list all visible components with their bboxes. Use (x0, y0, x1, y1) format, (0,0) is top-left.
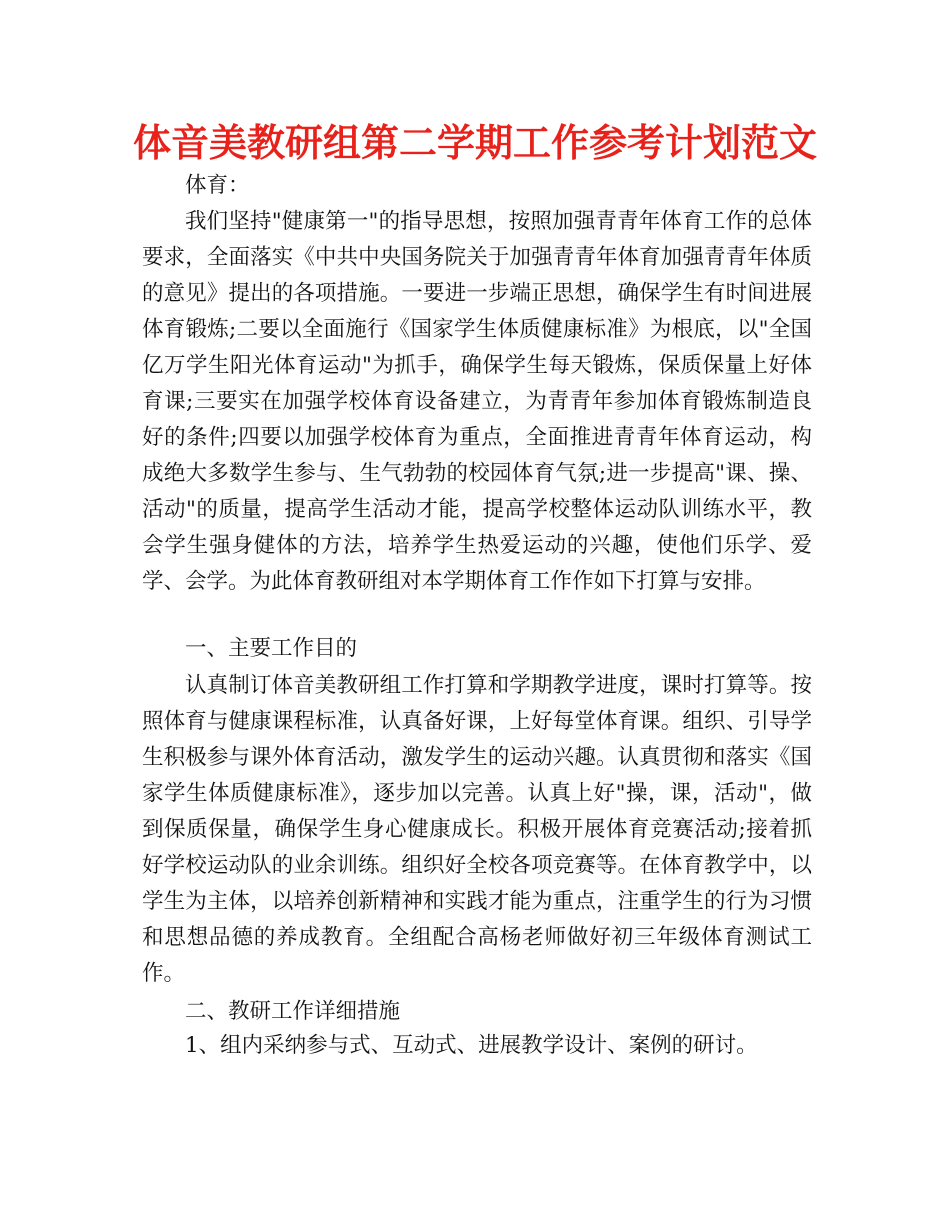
intro-paragraph-container (142, 204, 812, 600)
paragraph-one-container (142, 668, 812, 992)
item-one-container (142, 1028, 812, 1064)
main-goals-paragraph: 认真制订体音美教研组工作打算和学期教学进度，课时打算等。按照体育与健康课程标准，认真备好课，上好每堂体育课。组织、引导学生积极参与课外体育活动，激发学生的运动兴趣。认真贯彻和落实《国家学生体质健康标准》，逐步加以完善。认真上好"操，课，活动"，做到保质保量，确保学生身心健康成长。积极开展体育竞赛活动;接着抓好学校运动队的业余训练。组织好全校各项竞赛等。在体育教学中，以学生为主体，以培养创新精神和实践才能为重点，注重学生的行为习惯和思想品德的养成教育。全组配合高杨老师做好初三年级体育测试工作。 (142, 673, 812, 986)
heading-one-container (142, 631, 812, 667)
heading-two-container (142, 994, 812, 1030)
section-label-container (142, 168, 812, 204)
document-title: 体音美教研组第二学期工作参考计划范文 (132, 121, 817, 165)
intro-paragraph: 我们坚持"健康第一"的指导思想，按照加强青青年体育工作的总体要求，全面落实《中共中央国务院关于加强青青年体育加强青青年体质的意见》提出的各项措施。一要进一步端正思想，确保学生有时间进展体育锻炼;二要以全面施行《国家学生体质健康标准》为根底，以"全国亿万学生阳光体育运动"为抓手，确保学生每天锻炼，保质保量上好体育课;三要实在加强学校体育设备建立，为青青年参加体育锻炼制造良好的条件;四要以加强学校体育为重点，全面推进青青年体育运动，构成绝大多数学生参与、生气勃勃的校园体育气氛;进一步提高"课、操、活动"的质量，提高学生活动才能，提高学校整体运动队训练水平，教会学生强身健体的方法，培养学生热爱运动的兴趣，使他们乐学、爱学、会学。为此体育教研组对本学期体育工作作如下打算与安排。 (142, 209, 812, 594)
measure-item-one: 1、组内采纳参与式、互动式、进展教学设计、案例的研讨。 (185, 1033, 758, 1058)
heading-main-goals: 一、主要工作目的 (185, 636, 358, 661)
section-label: 体育： (185, 173, 250, 198)
heading-research-measures: 二、教研工作详细措施 (185, 999, 401, 1024)
